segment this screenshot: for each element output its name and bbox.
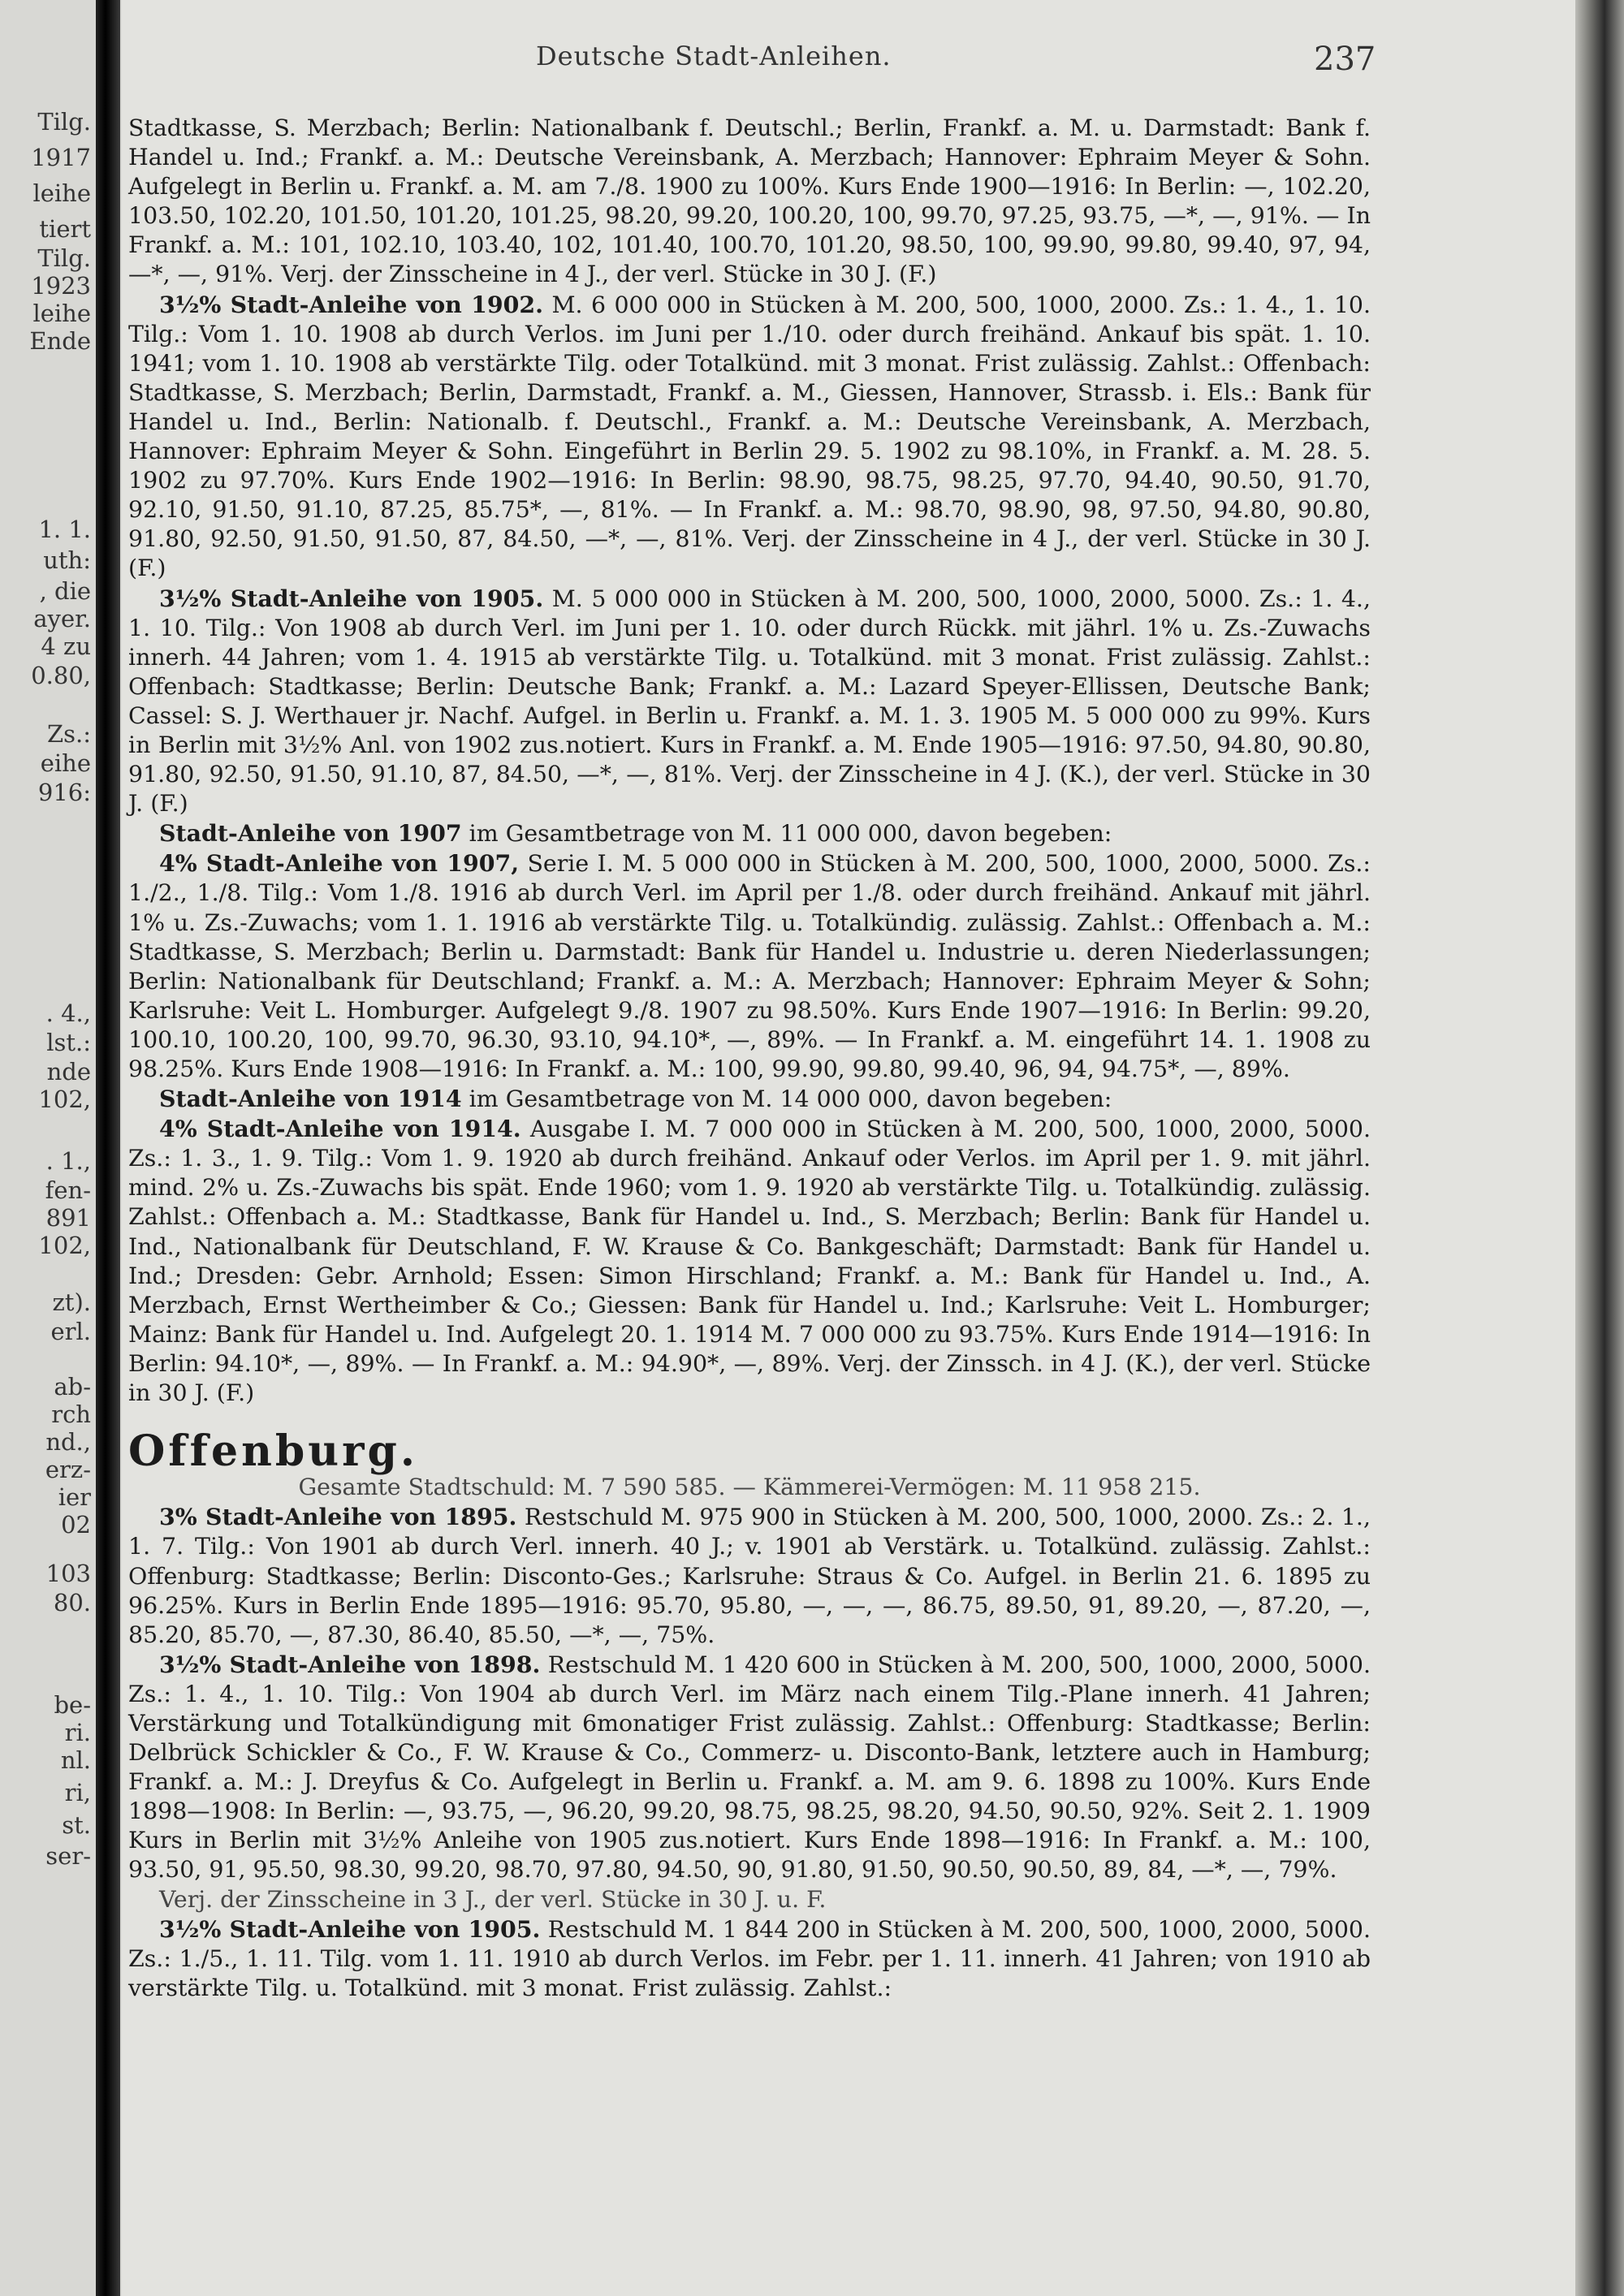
margin-fragment: zt).: [52, 1288, 91, 1316]
margin-fragment: 916:: [37, 779, 91, 806]
margin-fragment: st.: [62, 1811, 91, 1839]
city-heading: Offenburg.: [128, 1426, 418, 1477]
margin-fragment: Tilg.: [37, 108, 91, 136]
loan-entry: [128, 290, 1371, 584]
loan-title: Stadt-Anleihe von 1907: [159, 819, 462, 848]
loan-title: 3% Stadt-Anleihe von 1895.: [159, 1503, 517, 1531]
margin-fragment: nd.,: [45, 1428, 91, 1456]
margin-fragment: uth:: [43, 546, 91, 574]
margin-fragment: nde: [46, 1058, 91, 1085]
loan-title: 3½% Stadt-Anleihe von 1905.: [159, 1914, 541, 1943]
loan-details: Restschuld M. 975 900 in Stücken à M. 200, 500, 1000, 2000. Zs.: 2. 1., 1. 7. Tilg.: Von 1901 ab durch Verl. innerh. 40 J.; v. 1901 ab Verstärk. u. Totalkünd. zulässig. Zahlst.: Offenburg: Stadtkasse; Berlin: Disconto-Ges.; Karlsruhe: Straus & Co. Aufgel. in Berlin 21. 6. 1895 zu 96.25%. Kurs in Berlin Ende 1895—1916: 95.70, 95.80, —, —, —, 86.75, 89.50, 91, 89.20, —, 87.20, —, 85.20, 85.70, —, 87.30, 86.40, 85.50, —*, —, 75%.: [128, 1504, 1371, 1648]
loan-title: 4% Stadt-Anleihe von 1914.: [159, 1115, 521, 1143]
page-edge: [1575, 0, 1624, 2296]
margin-fragment: 102,: [38, 1085, 91, 1113]
margin-fragment: 1917: [31, 144, 91, 171]
loan-entry: [128, 584, 1371, 819]
margin-fragment: . 4.,: [45, 999, 91, 1027]
loan-details: Restschuld M. 1 420 600 in Stücken à M. 200, 500, 1000, 2000, 5000. Zs.: 1. 4., 1. 10. Tilg.: Von 1904 ab durch Verl. im März nach einem Tilg.-Plane innerh. 41 Jahren; Verstärkung und Totalkündigung mit 6monatiger Frist zulässig. Zahlst.: Offenburg: Stadtkasse; Berlin: Delbrück Schickler & Co., F. W. Krause & Co., Commerz- u. Disconto-Bank, letztere auch in Hamburg; Frankf. a. M.: J. Dreyfus & Co. Aufgelegt in Berlin u. Frankf. a. M. am 9. 6. 1898 zu 100%. Kurs Ende 1898—1908: In Berlin: —, 93.75, —, 96.20, 99.20, 98.75, 98.25, 98.20, 94.50, 90.50, 92%. Seit 2. 1. 1909 Kurs in Berlin mit 3½% Anleihe von 1905 zus.notiert. Kurs Ende 1898—1916: In Frankf. a. M.: 100, 93.50, 91, 95.50, 98.30, 99.20, 98.70, 97.80, 94.50, 90, 91.80, 91.50, 90.50, 90.50, 89, 84, —*, —, 79%.: [128, 1651, 1371, 1884]
margin-fragment: leihe: [32, 179, 91, 207]
margin-fragment: erz-: [45, 1456, 91, 1483]
margin-fragment: be-: [54, 1691, 91, 1719]
margin-fragment: ser-: [45, 1842, 91, 1870]
loan-details: im Gesamtbetrage von M. 11 000 000, davon begeben:: [469, 820, 1112, 848]
margin-fragment: Zs.:: [46, 720, 91, 748]
page-body: [128, 114, 1371, 2003]
margin-fragment: ri,: [64, 1779, 91, 1806]
book-gutter: [96, 0, 120, 2296]
loan-details: Serie I. M. 5 000 000 in Stücken à M. 200, 500, 1000, 2000, 5000. Zs.: 1./2., 1./8. Tilg.: Vom 1./8. 1916 ab durch Verl. im April per 1./8. oder durch freihänd. Ankauf mit jährl. 1% u. Zs.-Zuwachs; vom 1. 1. 1916 ab verstärkte Tilg. u. Totalkündig. zulässig. Zahlst.: Offenbach a. M.: Stadtkasse, S. Merzbach; Berlin u. Darmstadt: Bank für Handel u. Industrie u. deren Niederlassungen; Berlin: Nationalbank für Deutschland; Frankf. a. M.: A. Merzbach; Hannover: Ephraim Meyer & Sohn; Karlsruhe: Veit L. Homburger. Aufgelegt 9./8. 1907 zu 98.50%. Kurs Ende 1907—1916: In Berlin: 99.20, 100.10, 100.20, 100, 99.70, 96.30, 93.10, 94.10*, —, 89%. — In Frankf. a. M. eingeführt 14. 1. 1908 zu 98.25%. Kurs Ende 1908—1916: In Frankf. a. M.: 100, 99.90, 99.80, 99.40, 96, 94, 94.75*, —, 89%.: [128, 850, 1371, 1082]
margin-fragment: Ende: [29, 327, 91, 355]
loan-entry: [128, 848, 1371, 1084]
margin-fragment: 891: [45, 1204, 91, 1232]
margin-fragment: ayer.: [33, 605, 91, 632]
margin-fragment: leihe: [32, 300, 91, 327]
loan-title: Stadt-Anleihe von 1914: [159, 1085, 462, 1113]
debt-summary: Gesamte Stadtschuld: M. 7 590 585. — Kämmerei-Vermögen: M. 11 958 215.: [298, 1474, 1201, 1501]
margin-fragment: tiert: [39, 215, 91, 243]
margin-fragment: eihe: [40, 749, 91, 777]
margin-fragment: fen-: [45, 1176, 91, 1204]
margin-fragment: 4 zu: [41, 632, 91, 660]
running-head: Deutsche Stadt-Anleihen.: [536, 41, 892, 71]
margin-fragment: 1. 1.: [38, 516, 91, 543]
margin-fragment: Tilg.: [37, 244, 91, 272]
margin-fragment: 1923: [31, 272, 91, 300]
text-paragraph: [128, 1885, 1371, 1914]
margin-fragment: 103: [45, 1560, 91, 1587]
loan-details: M. 5 000 000 in Stücken à M. 200, 500, 1000, 2000, 5000. Zs.: 1. 4., 1. 10. Tilg.: Von 1908 ab durch Verl. im Juni per 1. 10. oder durch Rückk. mit jährl. 1% u. Zs.-Zuwachs innerh. 44 Jahren; vom 1. 4. 1915 ab verstärkte Tilg. u. Totalkünd. mit 3 monat. Frist zulässig. Zahlst.: Offenbach: Stadtkasse; Berlin: Deutsche Bank; Frankf. a. M.: Lazard Speyer-Ellissen, Deutsche Bank; Cassel: S. J. Werthauer jr. Nachf. Aufgel. in Berlin u. Frankf. a. M. 1. 3. 1905 M. 5 000 000 zu 99%. Kurs in Berlin mit 3½% Anl. von 1902 zus.notiert. Kurs in Frankf. a. M. Ende 1905—1916: 97.50, 94.80, 90.80, 91.80, 92.50, 91.50, 91.10, 87, 84.50, —*, —, 81%. Verj. der Zinsscheine in 4 J. (K.), der verl. Stücke in 30 J. (F.): [128, 585, 1371, 818]
margin-fragment: ri.: [64, 1719, 91, 1746]
loan-details: Restschuld M. 1 844 200 in Stücken à M. 200, 500, 1000, 2000, 5000. Zs.: 1./5., 1. 11. Tilg. vom 1. 11. 1910 ab durch Verlos. im Febr. per 1. 11. innerh. 41 Jahren; von 1910 ab verstärkte Tilg. u. Totalkünd. mit 3 monat. Frist zulässig. Zahlst.:: [128, 1915, 1371, 2001]
margin-fragment: 102,: [38, 1232, 91, 1259]
margin-fragment: lst.:: [46, 1029, 91, 1056]
loan-entry: [128, 1502, 1371, 1649]
margin-fragment: rch: [51, 1400, 91, 1428]
loan-title: 4% Stadt-Anleihe von 1907,: [159, 849, 520, 878]
loan-entry: [128, 1650, 1371, 1885]
text-paragraph: [128, 114, 1371, 290]
margin-fragment: 0.80,: [31, 662, 91, 689]
page-number: 237: [1314, 41, 1376, 78]
margin-fragment: 02: [61, 1511, 91, 1539]
loan-details: Stadtkasse, S. Merzbach; Berlin: Nationalbank f. Deutschl.; Berlin, Frankf. a. M. u. Darmstadt: Bank f. Handel u. Ind.; Frankf. a. M.: Deutsche Vereinsbank, A. Merzbach; Hannover: Ephraim Meyer & Sohn. Aufgelegt in Berlin u. Frankf. a. M. am 7./8. 1900 zu 100%. Kurs Ende 1900—1916: In Berlin: —, 102.20, 103.50, 102.20, 101.50, 101.20, 101.25, 98.20, 99.20, 100.20, 100, 99.70, 97.25, 93.75, —*, —, 91%. — In Frankf. a. M.: 101, 102.10, 103.40, 102, 101.40, 100.70, 101.20, 98.50, 100, 99.90, 99.80, 99.40, 97, 94, —*, —, 91%. Verj. der Zinsscheine in 4 J., der verl. Stücke in 30 J. (F.): [128, 114, 1371, 288]
margin-fragment: , die: [39, 577, 91, 605]
margin-fragment: ier: [58, 1483, 91, 1511]
margin-fragment: nl.: [60, 1746, 91, 1774]
loan-entry: [128, 1114, 1371, 1408]
loan-entry: [128, 1914, 1371, 2003]
loan-details: Verj. der Zinsscheine in 3 J., der verl. Stücke in 30 J. u. F.: [159, 1885, 827, 1913]
loan-details: M. 6 000 000 in Stücken à M. 200, 500, 1000, 2000. Zs.: 1. 4., 1. 10. Tilg.: Vom 1. 10. 1908 ab durch Verlos. im Juni per 1./10. oder durch freihänd. Ankauf bis spät. 1. 10. 1941; vom 1. 10. 1908 ab verstärkte Tilg. oder Totalkünd. mit 3 monat. Frist zulässig. Zahlst.: Offenbach: Stadtkasse, S. Merzbach; Berlin, Darmstadt, Frankf. a. M., Giessen, Hannover, Strassb. i. Els.: Bank für Handel u. Ind., Berlin: Nationalb. f. Deutschl., Frankf. a. M.: Deutsche Vereinsbank, A. Merzbach, Hannover: Ephraim Meyer & Sohn. Eingeführt in Berlin 29. 5. 1902 zu 98.10%, in Frankf. a. M. 28. 5. 1902 zu 97.70%. Kurs Ende 1902—1916: In Berlin: 98.90, 98.75, 98.25, 97.70, 94.40, 90.50, 91.70, 92.10, 91.50, 91.10, 87.25, 85.75*, —, 81%. — In Frankf. a. M.: 98.70, 98.90, 98, 97.50, 94.80, 90.80, 91.80, 92.50, 91.50, 91.50, 87, 84.50, —*, —, 81%. Verj. der Zinsscheine in 4 J., der verl. Stücke in 30 J. (F.): [128, 291, 1371, 582]
loan-entry: [128, 1084, 1371, 1114]
margin-fragment: . 1.,: [45, 1147, 91, 1175]
loan-title: 3½% Stadt-Anleihe von 1905.: [159, 584, 544, 612]
margin-fragment: erl.: [50, 1318, 91, 1345]
loan-details: im Gesamtbetrage von M. 14 000 000, davon begeben:: [469, 1085, 1112, 1113]
loan-title: 3½% Stadt-Anleihe von 1902.: [159, 290, 543, 318]
loan-title: 3½% Stadt-Anleihe von 1898.: [159, 1650, 541, 1678]
loan-details: Ausgabe I. M. 7 000 000 in Stücken à M. 200, 500, 1000, 2000, 5000. Zs.: 1. 3., 1. 9. Tilg.: Vom 1. 9. 1920 ab durch freihänd. Ankauf oder Verlos. im April per 1. 9. mit jährl. mind. 2% u. Zs.-Zuwachs bis spät. Ende 1960; vom 1. 9. 1920 ab verstärkte Tilg. u. Totalkündig. zulässig. Zahlst.: Offenbach a. M.: Stadtkasse, Bank für Handel u. Ind., S. Merzbach; Berlin: Bank für Handel u. Ind., Nationalbank für Deutschland, F. W. Krause & Co. Bankgeschäft; Darmstadt: Bank für Handel u. Ind.; Dresden: Gebr. Arnhold; Essen: Simon Hirschland; Frankf. a. M.: Bank für Handel u. Ind., A. Merzbach, Ernst Wertheimber & Co.; Giessen: Bank für Handel u. Ind.; Karlsruhe: Veit L. Homburger; Mainz: Bank für Handel u. Ind. Aufgelegt 20. 1. 1914 M. 7 000 000 zu 93.75%. Kurs Ende 1914—1916: In Berlin: 94.10*, —, 89%. — In Frankf. a. M.: 94.90*, —, 89%. Verj. der Zinssch. in 4 J. (K.), der verl. Stücke in 30 J. (F.): [128, 1116, 1371, 1407]
margin-fragment: 80.: [53, 1589, 91, 1616]
loan-entry: [128, 818, 1371, 848]
margin-fragment: ab-: [54, 1373, 91, 1400]
